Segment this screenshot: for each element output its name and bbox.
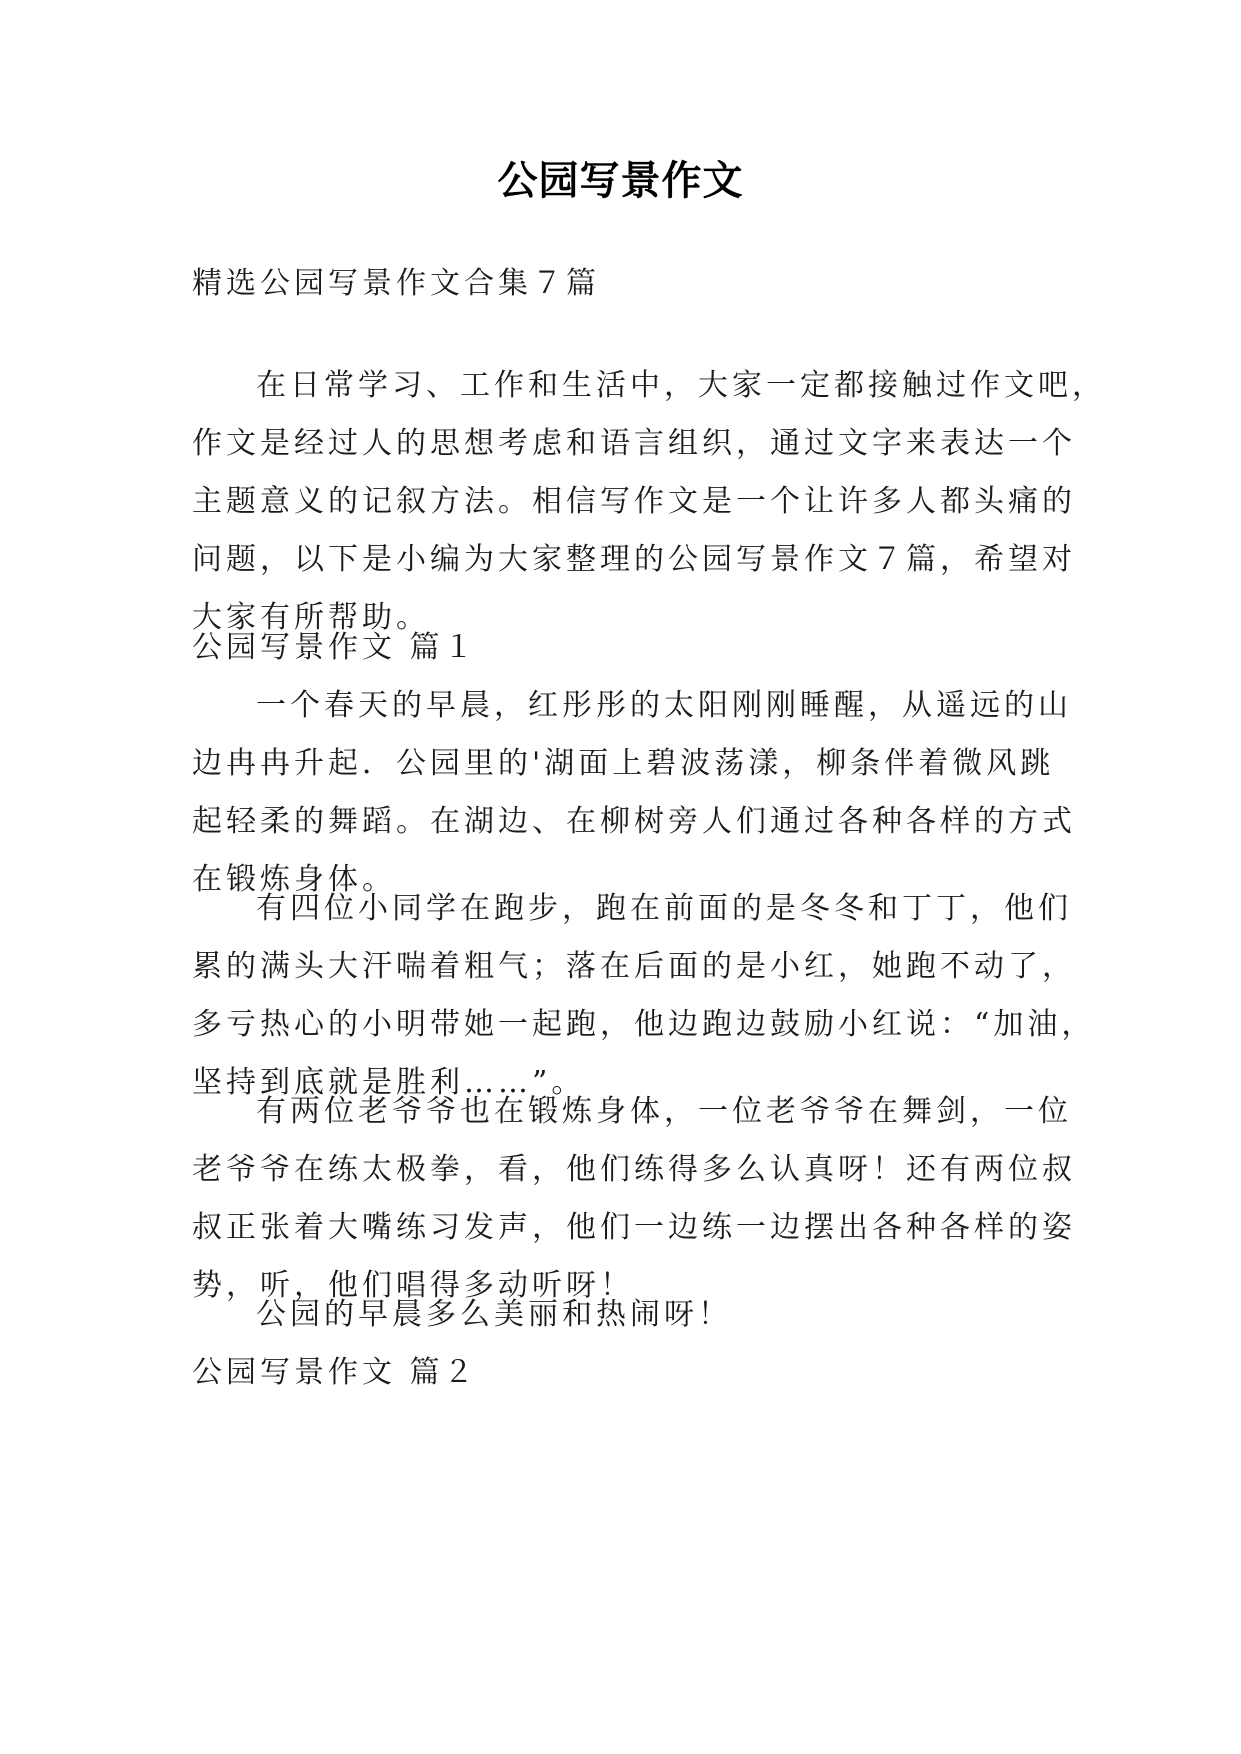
section-heading-text: 公园写景作文 篇２	[192, 1355, 478, 1390]
document-subtitle	[192, 255, 1062, 313]
section1-paragraph-3	[192, 1083, 1076, 1315]
section1-paragraph-4	[192, 1286, 1062, 1344]
page-title: 公园写景作文	[497, 157, 744, 204]
paragraph-line: 起轻柔的舞蹈。在湖边、在柳树旁人们通过各种各样的方式	[192, 804, 1076, 839]
paragraph-line: 在锻炼身体。	[192, 862, 396, 897]
paragraph-line: 势，听，他们唱得多动听呀！	[192, 1268, 634, 1303]
paragraph-line: 一个春天的早晨，红彤彤的太阳刚刚睡醒，从遥远的山	[256, 688, 1072, 723]
intro-paragraph	[192, 357, 1106, 647]
subtitle-text: 精选公园写景作文合集７篇	[192, 266, 600, 301]
paragraph-line: 在日常学习、工作和生活中，大家一定都接触过作文吧，	[256, 368, 1106, 403]
paragraph-line: 多亏热心的小明带她一起跑，他边跑边鼓励小红说：“加油，	[192, 1007, 1096, 1042]
paragraph-line: 有四位小同学在跑步，跑在前面的是冬冬和丁丁，他们	[256, 891, 1072, 926]
section-heading-2	[192, 1344, 1062, 1402]
paragraph-line: 大家有所帮助。	[192, 600, 430, 635]
section-heading-text: 公园写景作文 篇１	[192, 630, 478, 665]
paragraph-line: 叔正张着大嘴练习发声，他们一边练一边摆出各种各样的姿	[192, 1210, 1076, 1245]
section1-paragraph-1	[192, 677, 1076, 909]
paragraph-line: 主题意义的记叙方法。相信写作文是一个让许多人都头痛的	[192, 484, 1076, 519]
paragraph-line: 边冉冉升起．公园里的'湖面上碧波荡漾，柳条伴着微风跳	[192, 746, 1055, 781]
section-heading-1	[192, 619, 1062, 677]
paragraph-line: 累的满头大汗喘着粗气；落在后面的是小红，她跑不动了，	[192, 949, 1076, 984]
paragraph-line: 公园的早晨多么美丽和热闹呀！	[256, 1297, 732, 1332]
paragraph-line: 坚持到底就是胜利……”。	[192, 1065, 586, 1100]
section1-paragraph-2	[192, 880, 1096, 1112]
paragraph-line: 作文是经过人的思想考虑和语言组织，通过文字来表达一个	[192, 426, 1076, 461]
paragraph-line: 问题，以下是小编为大家整理的公园写景作文７篇，希望对	[192, 542, 1076, 577]
paragraph-line: 有两位老爷爷也在锻炼身体，一位老爷爷在舞剑，一位	[256, 1094, 1072, 1129]
paragraph-line: 老爷爷在练太极拳，看，他们练得多么认真呀！还有两位叔	[192, 1152, 1076, 1187]
